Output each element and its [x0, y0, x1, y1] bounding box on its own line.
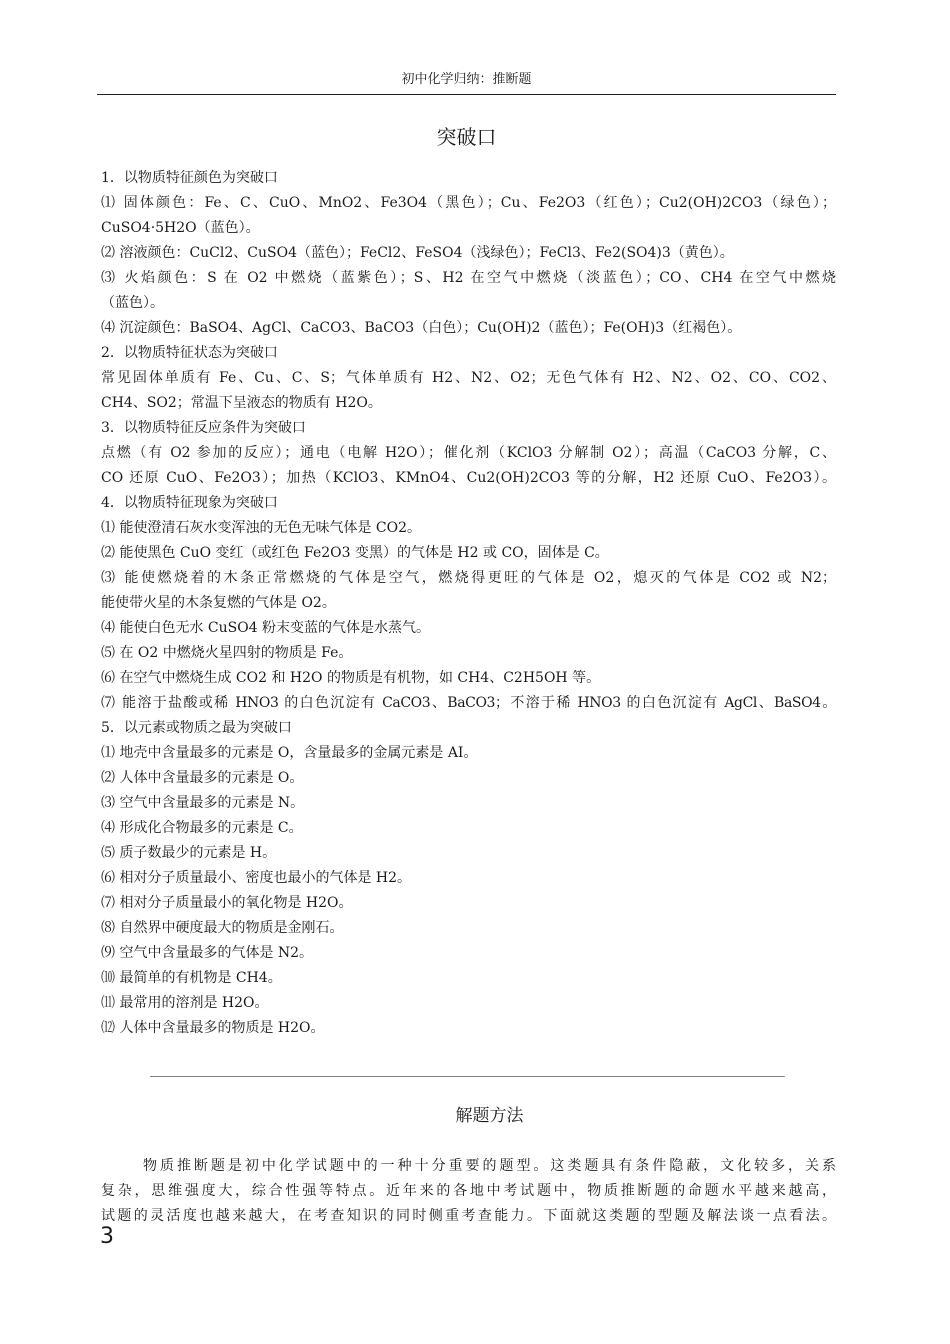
text-line: ⑶ 空气中含量最多的元素是 N。 [101, 795, 305, 811]
paragraph-line: 试题的灵活度也越来越大，在考查知识的同时侧重考查能力。下面就这类题的型题及解法谈一点看法。 [101, 1208, 836, 1224]
text-line: 常见固体单质有 Fe、Cu、C、S；气体单质有 H2、N2、O2；无色气体有 H2、N2、O2、CO、CO2、 [101, 370, 836, 386]
text-line: ⑹ 相对分子质量最小、密度也最小的气体是 H2。 [101, 870, 412, 886]
heading-line: 4．以物质特征现象为突破口 [101, 495, 278, 511]
heading-line: 5．以元素或物质之最为突破口 [101, 720, 292, 736]
heading-line: 2．以物质特征状态为突破口 [101, 345, 278, 361]
text-line: ⑿ 人体中含量最多的物质是 H2O。 [101, 1020, 325, 1036]
text-line: ⑴ 固体颜色：Fe、C、CuO、MnO2、Fe3O4（黑色）；Cu、Fe2O3（红色）；Cu2(OH)2CO3（绿色）； [101, 195, 836, 211]
text-line: ⑴ 能使澄清石灰水变浑浊的无色无味气体是 CO2。 [101, 520, 421, 536]
method-paragraph [101, 1154, 836, 1229]
text-line: ⑷ 沉淀颜色：BaSO4、AgCl、CaCO3、BaCO3（白色）；Cu(OH)2（蓝色）；Fe(OH)3（红褐色）。 [101, 320, 742, 336]
text-line: ⑵ 能使黑色 CuO 变红（或红色 Fe2O3 变黑）的气体是 H2 或 CO，固体是 C。 [101, 545, 609, 561]
text-line: ⑽ 最简单的有机物是 CH4。 [101, 970, 282, 986]
text-line: ⑶ 能使燃烧着的木条正常燃烧的气体是空气，燃烧得更旺的气体是 O2，熄灭的气体是 CO2 或 N2； [101, 570, 836, 586]
text-line: ⑵ 溶液颜色：CuCl2、CuSO4（蓝色）；FeCl2、FeSO4（浅绿色）；FeCl3、Fe2(SO4)3（黄色）。 [101, 245, 734, 261]
section-title: 突破口 [436, 125, 497, 149]
text-line: ⑸ 质子数最少的元素是 H。 [101, 845, 277, 861]
text-line: （蓝色）。 [101, 295, 164, 311]
section-body [101, 166, 836, 1041]
text-line: ⑴ 地壳中含量最多的元素是 O，含量最多的金属元素是 AI。 [101, 745, 478, 761]
text-line: ⑺ 能溶于盐酸或稀 HNO3 的白色沉淀有 CaCO3、BaCO3；不溶于稀 HNO3 的白色沉淀有 AgCl、BaSO4。 [101, 695, 836, 711]
text-line: ⑵ 人体中含量最多的元素是 O。 [101, 770, 304, 786]
text-line: ⑶ 火焰颜色：S 在 O2 中燃烧（蓝紫色）；S、H2 在空气中燃烧（淡蓝色）；CO、CH4 在空气中燃烧 [101, 270, 836, 286]
text-line: ⑺ 相对分子质量最小的氧化物是 H2O。 [101, 895, 353, 911]
text-line: CuSO4·5H2O（蓝色）。 [101, 220, 260, 236]
text-line: ⑻ 自然界中硬度最大的物质是金刚石。 [101, 920, 344, 936]
text-line: 能使带火星的木条复燃的气体是 O2。 [101, 595, 336, 611]
text-line: ⑾ 最常用的溶剂是 H2O。 [101, 995, 269, 1011]
heading-line: 3．以物质特征反应条件为突破口 [101, 420, 306, 436]
method-title: 解题方法 [455, 1106, 524, 1126]
text-line: ⑷ 能使白色无水 CuSO4 粉末变蓝的气体是水蒸气。 [101, 620, 431, 636]
paragraph-line: 复杂，思维强度大，综合性强等特点。近年来的各地中考试题中，物质推断题的命题水平越来越高， [101, 1183, 836, 1199]
text-line: ⑷ 形成化合物最多的元素是 C。 [101, 820, 303, 836]
running-header: 初中化学归纳：推断题 [401, 72, 532, 87]
text-line: ⑸ 在 O2 中燃烧火星四射的物质是 Fe。 [101, 645, 353, 661]
text-line: ⑹ 在空气中燃烧生成 CO2 和 H2O 的物质是有机物，如 CH4、C2H5OH 等。 [101, 670, 601, 686]
header-rule [97, 94, 836, 95]
text-line: 点燃（有 O2 参加的反应）；通电（电解 H2O）；催化剂（KClO3 分解制 O2）；高温（CaCO3 分解，C、 [101, 445, 836, 461]
paragraph-line: 物质推断题是初中化学试题中的一种十分重要的题型。这类题具有条件隐蔽，文化较多，关系 [143, 1158, 836, 1174]
heading-line: 1．以物质特征颜色为突破口 [101, 170, 278, 186]
separator-line: ________________________________________________________________________________ [150, 1061, 785, 1077]
text-line: CO 还原 CuO、Fe2O3）；加热（KClO3、KMnO4、Cu2(OH)2CO3 等的分解，H2 还原 CuO、Fe2O3）。 [101, 470, 836, 486]
text-line: CH4、SO2；常温下呈液态的物质有 H2O。 [101, 395, 382, 411]
text-line: ⑼ 空气中含量最多的气体是 N2。 [101, 945, 314, 961]
page-number: 3 [100, 1224, 114, 1249]
